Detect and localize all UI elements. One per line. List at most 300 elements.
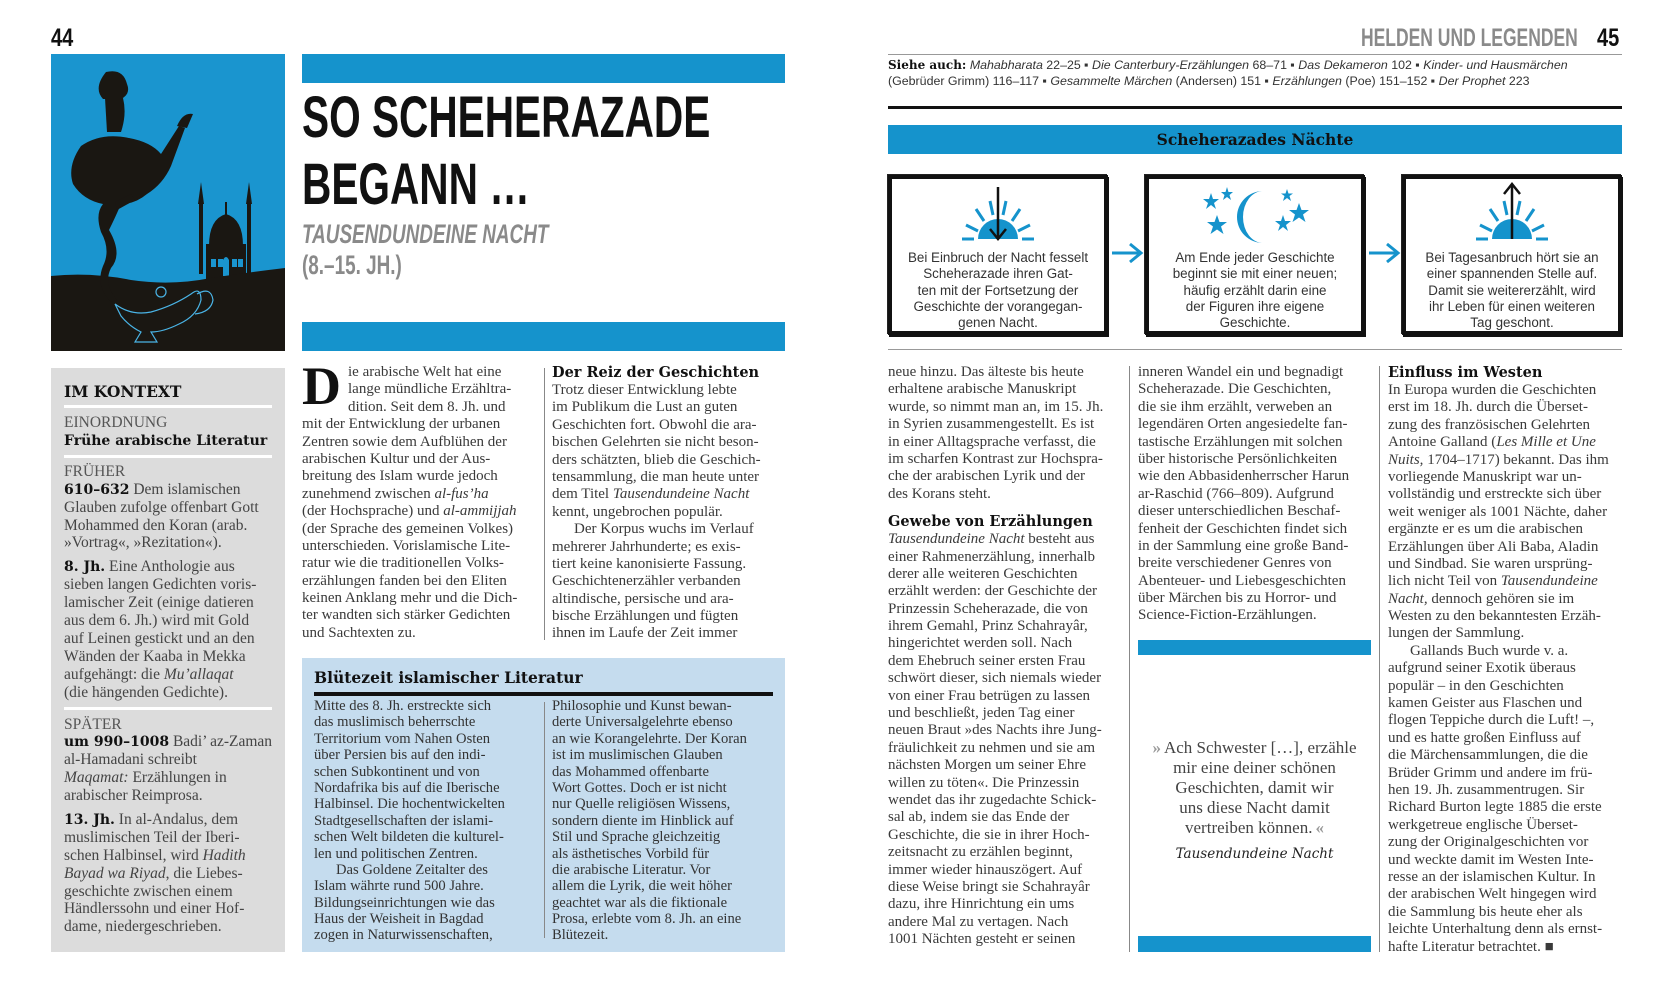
- text-run: 22–25 ▪: [1042, 58, 1093, 72]
- running-title: HELDEN UND LEGENDEN: [1361, 24, 1578, 52]
- text-line: [892, 250, 1104, 266]
- text-run: mehrerer Jahrhunderte; es exis-: [552, 538, 741, 555]
- pullquote-bottom-bar: [1138, 936, 1371, 952]
- text-line: [552, 504, 787, 521]
- text-run: Glauben zufolge offenbart Gott: [64, 498, 259, 516]
- text-run: erzählt werden: der Geschichte der: [888, 583, 1098, 600]
- text-line: [314, 829, 505, 845]
- text-run: neue hinzu. Das älteste bis heute: [888, 364, 1084, 380]
- text-line: [1388, 399, 1609, 416]
- text-run: über Märchen bis zu Horror- und: [1138, 590, 1337, 607]
- text-run: mir eine deiner schönen: [1173, 758, 1336, 777]
- text-line: [888, 601, 1103, 618]
- text-line: [64, 769, 272, 787]
- text-line: [314, 895, 505, 911]
- header-rule: [888, 54, 1622, 55]
- text-line: [888, 566, 1103, 583]
- text-run: keinen Anklang mehr und die Dich-: [302, 590, 518, 607]
- text-run: resse an der islamischen Kultur. In: [1388, 868, 1596, 885]
- text-run: derte Universalgelehrte ebenso: [552, 714, 733, 731]
- text-line: [888, 740, 1103, 757]
- text-run: , die Liebes-: [165, 864, 243, 882]
- text-line: [552, 895, 747, 911]
- text-line: [64, 918, 272, 936]
- text-run: bische Erzählungen und fügten: [552, 608, 739, 625]
- text-line: [892, 299, 1104, 315]
- text-run: Richard Burton legte 1885 die erste: [1388, 799, 1602, 816]
- text-run: al-Hamadani schreibt: [64, 751, 197, 769]
- step-text: [892, 250, 1104, 331]
- intro-column: [302, 356, 542, 642]
- running-header: [1361, 24, 1621, 53]
- text-line: [552, 469, 787, 486]
- text-line: [1149, 283, 1361, 299]
- text-line: [314, 780, 505, 796]
- text-line: [1388, 852, 1609, 869]
- pullquote-top-bar: [1138, 640, 1371, 655]
- text-run: Der Korpus wuchs im Verlauf: [574, 521, 754, 538]
- text-line: [1138, 798, 1371, 818]
- golden-age-box: [302, 658, 785, 952]
- text-run: Dem islamischen: [129, 480, 241, 498]
- text-run: neuen Braut »des Nachts ihre Jung-: [888, 722, 1102, 739]
- text-line: [888, 914, 1103, 931]
- text-line: [1138, 451, 1349, 468]
- italic-run: Die Canterbury-Erzählungen: [1092, 58, 1250, 72]
- text-line: [552, 714, 747, 730]
- text-line: [552, 417, 787, 434]
- text-line: [302, 625, 542, 642]
- text-line: [552, 625, 787, 642]
- text-run: Gallands Buch wurde v. a.: [1410, 642, 1569, 659]
- classification-label: EINORDNUNG: [64, 414, 168, 431]
- text-run: kamen Geister aus Flaschen und: [1388, 695, 1583, 712]
- text-line: [888, 688, 1103, 705]
- text-line: [1388, 747, 1609, 764]
- text-line: [888, 434, 1103, 451]
- text-line: [1388, 660, 1609, 677]
- text-line: [1388, 591, 1609, 608]
- text-line: [552, 813, 747, 829]
- text-run: Händlerssohn und einer Hof-: [64, 900, 245, 918]
- text-line: [888, 896, 1103, 913]
- text-line: [302, 468, 542, 485]
- text-run: zeitsnacht zu erzählen beginnt,: [888, 844, 1073, 861]
- text-line: [552, 911, 747, 927]
- italic-run: Hadith: [202, 846, 246, 864]
- bold-run: um 990–1008: [64, 734, 170, 751]
- column-a: [888, 364, 1103, 949]
- italic-run: Mu’allaqat: [163, 665, 234, 683]
- text-run: von einer Frau betrügen zu lassen: [888, 687, 1091, 704]
- text-line: [302, 573, 542, 590]
- text-line: [888, 844, 1103, 861]
- text-line: [1388, 695, 1609, 712]
- text-run: bischen Gelehrten sie nicht beson-: [552, 434, 759, 451]
- text-line: [64, 612, 272, 630]
- text-line: [64, 594, 272, 612]
- italic-run: Nacht,: [1388, 590, 1428, 607]
- italic-run: Maqamat:: [64, 769, 129, 787]
- text-line: [1138, 573, 1349, 590]
- text-line: [64, 847, 272, 865]
- text-line: [302, 486, 542, 503]
- arrow-right-icon: [1110, 242, 1144, 264]
- text-line: [888, 381, 1103, 398]
- text-line: [1138, 468, 1349, 485]
- text-run: erst im 18. Jh. durch die Überset-: [1388, 399, 1588, 416]
- text-run: ihnen im Laufe der Zeit immer: [552, 625, 738, 642]
- sunrise-icon: [1470, 181, 1554, 245]
- text-line: [1406, 250, 1618, 266]
- text-line: [888, 827, 1103, 844]
- text-run: ist im muslimischen Glauben: [552, 747, 723, 764]
- text-run: schen Halbinsel, wird: [64, 846, 203, 864]
- text-run: im scharfen Kontrast zur Hochspra-: [888, 450, 1103, 467]
- text-line: [1388, 678, 1609, 695]
- text-run: mit der Entwicklung der urbanen: [302, 416, 501, 433]
- column-text: [1388, 382, 1609, 956]
- text-run: des Korans steht.: [888, 485, 991, 502]
- text-run: (Poe) 151–152 ▪: [1341, 73, 1439, 88]
- italic-run: Kinder- und Hausmärchen: [1423, 58, 1568, 72]
- text-run: 1704–1717) bekannt. Das ihm: [1423, 451, 1609, 468]
- text-line: [1388, 712, 1609, 729]
- italic-run: Bayad wa Riyad: [64, 864, 166, 882]
- text-run: und Sachtexten zu.: [302, 624, 416, 641]
- text-run: zung des französischen Gelehrten: [1388, 416, 1591, 433]
- arrow-right-icon: [1367, 242, 1401, 264]
- text-line: [888, 416, 1103, 433]
- text-run: immer wieder hinauszögert. Auf: [888, 861, 1083, 878]
- text-run: arabischen Kultur und der Aus-: [302, 450, 491, 467]
- text-run: leichte Unterhaltung denn als ernst-: [1388, 921, 1603, 938]
- text-line: [552, 731, 747, 747]
- text-line: [552, 796, 747, 812]
- text-line: [1149, 315, 1361, 331]
- text-line: [552, 780, 747, 796]
- text-line: [1138, 538, 1349, 555]
- text-line: [892, 266, 1104, 282]
- text-line: [64, 787, 272, 805]
- text-line: [552, 878, 747, 894]
- text-run: ie arabische Welt hat eine: [348, 364, 502, 380]
- text-run: über historische Persönlichkeiten: [1138, 450, 1338, 467]
- column-divider: [1129, 366, 1130, 952]
- text-run: das Mohammed offenbarte: [552, 763, 709, 780]
- text-run: Geschichten, damit wir: [1175, 778, 1334, 797]
- text-line: [314, 927, 505, 943]
- italic-run: Das Dekameron: [1298, 58, 1388, 72]
- italic-run: Tausendundeine Nacht: [612, 486, 750, 503]
- text-line: [552, 846, 747, 862]
- text-run: und weckte damit im Westen Inte-: [1388, 851, 1594, 868]
- text-line: [552, 764, 747, 780]
- text-line: [552, 591, 787, 608]
- text-line: [888, 879, 1103, 896]
- text-run: hingerichtet werden soll. Nach: [888, 635, 1073, 652]
- text-line: [1388, 765, 1609, 782]
- text-run: Antoine Galland (: [1388, 434, 1497, 451]
- italic-run: Tausendundeine Nacht: [888, 531, 1025, 548]
- context-sidebar: [51, 368, 285, 952]
- text-line: [888, 618, 1103, 635]
- text-line: [1388, 417, 1609, 434]
- text-run: dem Titel: [552, 486, 613, 503]
- text-line: [1138, 758, 1371, 778]
- text-line: [64, 829, 272, 847]
- text-line: [1138, 778, 1371, 798]
- text-run: ar-Raschid (766–809). Aufgrund: [1138, 485, 1334, 502]
- title-top-bar: [302, 54, 785, 83]
- text-line: [888, 792, 1103, 809]
- text-line: [552, 556, 787, 573]
- text-run: und es hatte großen Einfluss auf: [1388, 729, 1581, 746]
- quote-text: [1138, 738, 1371, 838]
- subtitle-text: TAUSENDUNDEINE NACHT: [302, 219, 549, 249]
- text-line: [888, 531, 1103, 548]
- text-line: [552, 608, 787, 625]
- column-text: [888, 531, 1103, 948]
- text-line: [64, 751, 272, 769]
- text-line: [1388, 869, 1609, 886]
- timeline-entry: [64, 481, 272, 553]
- text-run: vorliegende Manuskript war un-: [1388, 468, 1582, 485]
- text-run: hafte Literatur betrachtet. ■: [1388, 938, 1554, 955]
- text-run: Philosophie und Kunst bewan-: [552, 698, 732, 714]
- text-run: Abenteuer- und Liebesgeschichten: [1138, 572, 1346, 589]
- text-run: wie den Abbasidenherrscher Harun: [1138, 468, 1350, 485]
- text-run: lamischer Zeit (einige datieren: [64, 594, 254, 612]
- text-run: beginnt sie mit einer neuen;: [1172, 266, 1338, 282]
- text-run: erzählungen fanden bei den Eliten: [302, 572, 507, 589]
- column-text: [888, 364, 1103, 503]
- text-run: geachtet war als die fiktionale: [552, 894, 728, 911]
- text-run: dame, niedergeschrieben.: [64, 918, 222, 936]
- appeal-column: [552, 364, 787, 643]
- text-run: Trotz dieser Entwicklung lebte: [552, 382, 737, 398]
- drop-cap: D: [302, 356, 341, 416]
- text-line: [302, 416, 542, 433]
- text-line: [302, 590, 542, 607]
- text-run: flogen Teppiche durch die Luft! –,: [1388, 712, 1595, 729]
- text-run: 68–71 ▪: [1249, 58, 1299, 72]
- text-run: der arabischen Welt hingegen wird: [1388, 886, 1597, 903]
- text-run: schwört dieser, sich niemals wieder: [888, 670, 1102, 687]
- text-line: [1138, 416, 1349, 433]
- italic-run: al-ammijjah: [443, 503, 517, 520]
- italic-run: Nuits,: [1388, 451, 1424, 468]
- text-run: andere Mal zu vertagen. Nach: [888, 913, 1069, 930]
- text-run: aufgehängt: die: [64, 665, 164, 683]
- text-run: (Gebrüder Grimm) 116–117 ▪: [888, 73, 1051, 88]
- text-line: [1388, 539, 1609, 556]
- text-line: [64, 865, 272, 883]
- text-run: zunehmend zwischen: [302, 485, 435, 502]
- text-line: [552, 927, 747, 943]
- text-line: [552, 698, 747, 714]
- text-line: [64, 666, 272, 684]
- text-line: [314, 796, 505, 812]
- text-line: [302, 451, 542, 468]
- text-run: fenheit der Geschichten findet sich: [1138, 520, 1348, 537]
- section-heading: Der Reiz der Geschichten: [552, 364, 760, 381]
- text-line: [1406, 299, 1618, 315]
- text-run: Am Ende jeder Geschichte: [1175, 250, 1335, 265]
- text-run: dem Ehebruch seiner ersten Frau: [888, 652, 1086, 669]
- step-text: [1406, 250, 1618, 331]
- text-line: [888, 549, 1103, 566]
- text-line: [64, 684, 272, 702]
- text-run: sieben langen Gedichten voris-: [64, 576, 257, 594]
- text-line: [892, 315, 1104, 331]
- text-run: ergänzte er es um die arabischen: [1388, 521, 1584, 538]
- title-line: BEGANN …: [302, 152, 530, 217]
- italic-run: Gesammelte Märchen: [1050, 73, 1173, 88]
- text-line: [552, 434, 787, 451]
- text-line: [552, 829, 747, 845]
- italic-run: Der Prophet: [1438, 73, 1506, 88]
- text-run: willen zu töten«. Die Prinzessin: [888, 774, 1080, 791]
- column-divider: [544, 702, 545, 938]
- text-line: [1138, 818, 1371, 838]
- text-line: [314, 846, 505, 862]
- text-line: [552, 521, 787, 538]
- appeal-text: [552, 382, 787, 643]
- text-line: [552, 452, 787, 469]
- italic-run: al-fus’ha: [434, 485, 489, 502]
- text-run: fräulichkeit zu nehmen und sie am: [888, 739, 1096, 756]
- text-line: [1388, 643, 1609, 660]
- text-run: (der Sprache des gemeinen Volkes): [302, 520, 514, 537]
- text-line: [1388, 521, 1609, 538]
- text-run: (der Hochsprache) und: [302, 503, 444, 520]
- text-run: ratur wie die traditionellen Volks-: [302, 555, 504, 572]
- text-run: als ästhetisches Vorbild für: [552, 845, 710, 862]
- text-run: tastische Erzählungen mit solchen: [1138, 433, 1343, 450]
- text-run: über Persien bis auf den indi-: [314, 747, 486, 764]
- text-run: inneren Wandel ein und begnadigt: [1138, 364, 1344, 380]
- text-line: [302, 434, 542, 451]
- page-number-right: 45: [1597, 24, 1620, 52]
- page-number-left: [51, 24, 79, 53]
- text-run: uns diese Nacht damit: [1179, 798, 1330, 817]
- text-run: len und politischen Zentren.: [314, 845, 478, 862]
- text-line: [1149, 299, 1361, 315]
- text-run: erhaltene arabische Manuskript: [888, 381, 1077, 398]
- text-run: ter wandten sich stärker Gedichten: [302, 607, 511, 624]
- text-line: [888, 862, 1103, 879]
- text-line: [1138, 607, 1349, 624]
- text-line: [888, 635, 1103, 652]
- text-line: [1388, 486, 1609, 503]
- text-line: [1138, 503, 1349, 520]
- text-run: tensammlung, die man heute unter: [552, 468, 760, 485]
- text-run: die arabische Literatur. Vor: [552, 861, 711, 878]
- text-run: Das Goldene Zeitalter des: [336, 861, 488, 878]
- text-run: Halbinsel. Die hochentwickelten: [314, 796, 505, 813]
- text-run: Nordafrika bis auf die Iberische: [314, 779, 500, 796]
- text-run: Scheherazade ihren Gat-: [923, 266, 1073, 282]
- text-run: Mohammed den Koran (arab.: [64, 516, 248, 534]
- quote-source: Tausendundeine Nacht: [1175, 846, 1334, 862]
- text-run: unterschieden. Vorislamische Lite-: [302, 537, 511, 554]
- text-run: Zentren sowie dem Aufblühen der: [302, 433, 507, 450]
- quote-open-mark: »: [1152, 738, 1161, 757]
- text-run: Science-Fiction-Erzählungen.: [1138, 607, 1317, 624]
- text-line: [314, 813, 505, 829]
- text-line: [1138, 381, 1349, 398]
- column-divider: [1379, 366, 1380, 952]
- text-line: [314, 747, 505, 763]
- italic-run: Erzählungen: [1272, 73, 1342, 88]
- text-line: [888, 705, 1103, 722]
- text-line: [1138, 555, 1349, 572]
- text-line: [1388, 452, 1609, 469]
- text-run: Bei Einbruch der Nacht fesselt: [907, 250, 1089, 265]
- text-line: [314, 878, 505, 894]
- text-line: [888, 399, 1103, 416]
- italic-run: Les Mille et Une: [1496, 434, 1596, 451]
- text-run: »Vortrag«, »Rezitation«).: [64, 534, 222, 552]
- text-run: Brüder Grimm und andere im frü-: [1388, 764, 1593, 781]
- classification-value: Frühe arabische Literatur: [64, 432, 272, 458]
- text-run: lungen der Sammlung.: [1388, 625, 1525, 642]
- text-line: [888, 809, 1103, 826]
- text-line: [64, 576, 272, 594]
- text-line: [888, 364, 1103, 381]
- text-line: [1388, 382, 1609, 399]
- text-run: dennoch gehören sie im: [1427, 590, 1575, 607]
- step-text: [1149, 250, 1361, 331]
- text-run: in Syrien zusammengestellt. Es ist: [888, 416, 1095, 433]
- box-column-1: [314, 698, 505, 944]
- text-line: [64, 499, 272, 517]
- section-heading: Einfluss im Westen: [1388, 364, 1543, 381]
- text-line: [1388, 608, 1609, 625]
- text-run: genen Nacht.: [958, 315, 1038, 331]
- text-line: [1138, 399, 1349, 416]
- text-line: [888, 583, 1103, 600]
- text-run: breitung des Islam wurde jedoch: [302, 468, 498, 485]
- italic-run: Mahabharata: [969, 58, 1043, 72]
- box-column-2: [552, 698, 747, 944]
- text-run: che der arabischen Lyrik und der: [888, 468, 1085, 485]
- text-line: [888, 74, 1568, 90]
- text-run: einer Rahmenerzählung, innerhalb: [888, 548, 1095, 565]
- bold-run: 13. Jh.: [64, 811, 115, 828]
- text-run: geschichte zwischen einem: [64, 882, 233, 900]
- text-line: [1388, 939, 1609, 956]
- text-run: dieser unterschiedlichen Beschaf-: [1138, 503, 1341, 520]
- text-run: diese Weise bringt sie Schahrayâr: [888, 878, 1090, 895]
- text-run: und Sindbad. Sie waren ursprüng-: [1388, 555, 1593, 572]
- text-run: legendären Orten angesiedelte fan-: [1138, 416, 1348, 433]
- text-run: allem die Lyrik, die weit höher: [552, 878, 732, 895]
- text-run: zung der Originalgeschichten vor: [1388, 834, 1589, 851]
- text-line: [552, 382, 787, 399]
- text-run: Geschichte.: [1219, 315, 1291, 331]
- subtitle: [302, 219, 654, 281]
- text-line: [1138, 590, 1349, 607]
- text-line: [888, 722, 1103, 739]
- text-line: [552, 486, 787, 503]
- text-line: [1149, 250, 1361, 266]
- text-run: in einer Alltagsprache verfasst, die: [888, 433, 1096, 450]
- text-run: In al-Andalus, dem: [114, 810, 239, 828]
- text-run: schen Welt bildeten die kulturel-: [314, 829, 504, 846]
- text-line: [64, 648, 272, 666]
